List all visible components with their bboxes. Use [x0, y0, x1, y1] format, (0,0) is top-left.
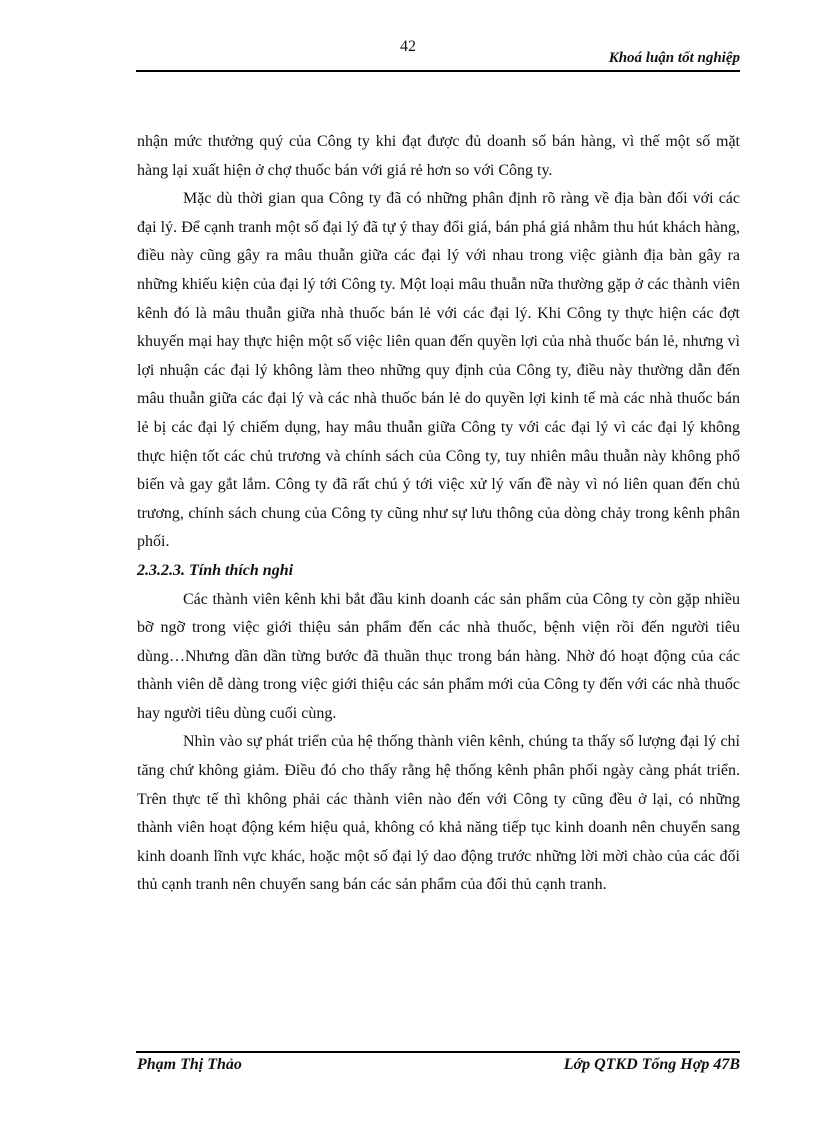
header-divider: [136, 70, 740, 72]
paragraph-1: nhận mức thưởng quý của Công ty khi đạt được đủ doanh số bán hàng, vì thế một số mặt hàng lại xuất hiện ở chợ thuốc bán với giá rẻ hơn so với Công ty.: [137, 133, 740, 179]
section-heading: 2.3.2.3. Tính thích nghi: [137, 561, 294, 579]
document-body: [137, 128, 740, 900]
footer-divider: [136, 1051, 740, 1053]
footer-class: Lớp QTKD Tổng Hợp 47B: [563, 1056, 740, 1073]
page-number: 42: [400, 38, 416, 55]
paragraph-3: Các thành viên kênh khi bắt đầu kinh doanh các sản phẩm của Công ty còn gặp nhiều bỡ ngỡ trong việc giới thiệu sản phẩm đến các nhà thuốc, bệnh viện rồi đến người tiêu dùng…Nhưng dần dần từng bước đã thuần thục trong bán hàng. Nhờ đó hoạt động của các thành viên dễ dàng trong việc giới thiệu các sản phẩm mới của Công ty đến với các nhà thuốc hay người tiêu dùng cuối cùng.: [137, 590, 740, 722]
paragraph-2: Mặc dù thời gian qua Công ty đã có những phân định rõ ràng về địa bàn đối với các đại lý. Để cạnh tranh một số đại lý đã tự ý thay đổi giá, bán phá giá nhằm thu hút khách hàng, điều này cũng gây ra mâu thuẫn giữa các đại lý với nhau trong việc giành địa bàn gây ra những khiếu kiện của đại lý tới Công ty. Một loại mâu thuẫn nữa thường gặp ở các thành viên kênh đó là mâu thuẫn giữa nhà thuốc bán lẻ với các đại lý. Khi Công ty thực hiện các đợt khuyến mại hay thực hiện một số việc liên quan đến quyền lợi của nhà thuốc bán lẻ, nhưng vì lợi nhuận các đại lý không làm theo những quy định của Công ty, điều này thường dẫn đến mâu thuẫn giữa các đại lý và các nhà thuốc bán lẻ do quyền lợi kinh tế mà các nhà thuốc bán lẻ bị các đại lý chiếm dụng, hay mâu thuẫn giữa Công ty với các đại lý vì các đại lý không thực hiện tốt các chủ trương và chính sách của Công ty, tuy nhiên mâu thuẫn này không phổ biến và gay gắt lắm. Công ty đã rất chú ý tới việc xử lý vấn đề này vì nó liên quan đến chủ trương, chính sách chung của Công ty cũng như sự lưu thông của dòng chảy trong kênh phân phối.: [137, 190, 740, 551]
header-title: Khoá luận tốt nghiệp: [608, 50, 740, 66]
footer-author: Phạm Thị Thảo: [137, 1056, 242, 1073]
paragraph-4: Nhìn vào sự phát triển của hệ thống thành viên kênh, chúng ta thấy số lượng đại lý chỉ tăng chứ không giảm. Điều đó cho thấy rằng hệ thống kênh phân phối ngày càng phát triển. Trên thực tế thì không phải các thành viên nào đến với Công ty cũng đều ở lại, có những thành viên hoạt động kém hiệu quả, không có khả năng tiếp tục kinh doanh nên chuyển sang kinh doanh lĩnh vực khác, hoặc một số đại lý dao động trước những lời mời chào của các đối thủ cạnh tranh nên chuyển sang bán các sản phẩm của đối thủ cạnh tranh.: [137, 733, 740, 894]
